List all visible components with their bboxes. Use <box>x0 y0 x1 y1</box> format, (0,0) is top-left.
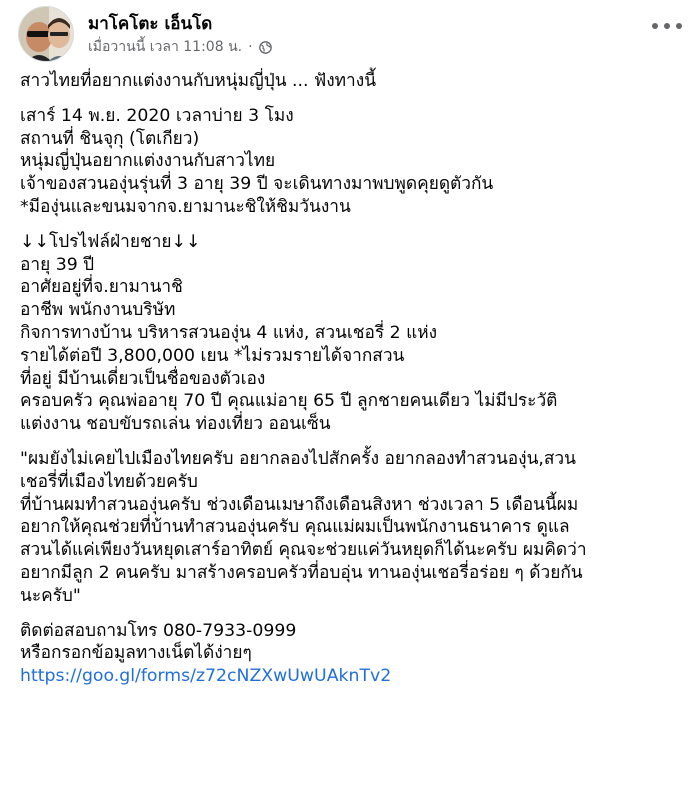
post-text-line: สาวไทยที่อยากแต่งงานกับหนุ่มญี่ปุ่น ... ฟังทางนี้ <box>20 71 377 91</box>
form-link[interactable]: https://goo.gl/forms/z72cNZXwUwUAknTv2 <box>20 666 392 687</box>
post-text-line: อาศัยอยู่ที่จ.ยามานาชิ <box>20 277 183 298</box>
post-text-line: สวนได้แค่เพียงวันหยุดเสาร์อาทิตย์ คุณจะช่วยแค่วันหยุดก็ได้นะครับ ผมคิดว่า <box>20 540 587 561</box>
post-text-line: เสาร์ 14 พ.ย. 2020 เวลาบ่าย 3 โมง <box>20 105 294 126</box>
avatar[interactable] <box>18 6 74 62</box>
author-name[interactable]: มาโคโตะ เอ็นโด <box>88 14 213 34</box>
more-dot <box>652 23 658 29</box>
post-text-line: "ผมยังไม่เคยไปเมืองไทยครับ อยากลองไปสักครั้ง อยากลองทำสวนองุ่น,สวน <box>20 448 576 469</box>
post-text-line: อาชีพ พนักงานบริษัท <box>20 300 176 321</box>
post-text-line: ที่อยู่ มีบ้านเดี่ยวเป็นชื่อของตัวเอง <box>20 368 266 389</box>
more-dot <box>664 23 670 29</box>
avatar-photo-icon <box>19 7 74 62</box>
post-text-line: เจ้าของสวนองุ่นรุ่นที่ 3 อายุ 39 ปี จะเดินทางมาพบพูดคุยดูตัวกัน <box>20 174 494 195</box>
post-meta <box>88 36 272 58</box>
post-text-line: กิจการทางบ้าน บริหารสวนองุ่น 4 แห่ง, สวนเชอรี่ 2 แห่ง <box>20 322 438 343</box>
post-text-line: อยากให้คุณช่วยที่บ้านทำสวนองุ่นครับ คุณแม่ผมเป็นพนักงานธนาคาร ดูแล <box>20 517 570 538</box>
post-text-line: หนุ่มญี่ปุ่นอยากแต่งงานกับสาวไทย <box>20 151 276 172</box>
post-text-line: เชอรี่ที่เมืองไทยด้วยครับ <box>20 471 198 492</box>
paragraph-gap <box>20 436 690 448</box>
post-text-line: ที่บ้านผมทำสวนองุ่นครับ ช่วงเดือนเมษาถึงเดือนสิงหา ช่วงเวลา 5 เดือนนี้ผม <box>20 494 579 515</box>
post-timestamp[interactable]: เมื่อวานนี้ เวลา 11:08 น. <box>88 39 243 55</box>
post-text-line: รายได้ต่อปี 3,800,000 เยน *ไม่รวมรายได้จากสวน <box>20 345 405 366</box>
post-text-line: แต่งงาน ชอบขับรถเล่น ท่องเที่ยว ออนเซ็น <box>20 414 331 435</box>
post-text-line: อยากมีลูก 2 คนครับ มาสร้างครอบครัวที่อบอุ่น ทานองุ่นเชอรี่อร่อย ๆ ด้วยกัน <box>20 562 583 583</box>
paragraph-gap <box>20 608 690 620</box>
post-text-line: *มีองุ่นและขนมจากจ.ยามานะชิให้ชิมวันงาน <box>20 196 351 217</box>
post-text-line: นะครับ" <box>20 585 81 606</box>
more-dot <box>676 23 682 29</box>
globe-icon[interactable] <box>259 41 272 54</box>
post-text-line: ครอบครัว คุณพ่ออายุ 70 ปี คุณแม่อายุ 65 ปี ลูกชายคนเดียว ไม่มีประวัติ <box>20 391 558 412</box>
post-text-line: หรือกรอกข้อมูลทางเน็ตได้ง่ายๆ <box>20 643 252 664</box>
paragraph-gap <box>20 219 690 231</box>
meta-separator: · <box>248 39 253 55</box>
post-text-line: อายุ 39 ปี <box>20 254 95 275</box>
more-options-icon[interactable] <box>652 16 682 36</box>
post-header <box>18 6 682 62</box>
post-text-line: ติดต่อสอบถามโทร 080-7933-0999 <box>20 620 297 641</box>
paragraph-gap <box>20 93 690 105</box>
post-text-line: สถานที่ ชินจุกุ (โตเกียว) <box>20 128 200 149</box>
post-text-line: ↓↓โปรไฟล์ฝ่ายชาย↓↓ <box>20 231 201 252</box>
post-body <box>20 70 690 688</box>
